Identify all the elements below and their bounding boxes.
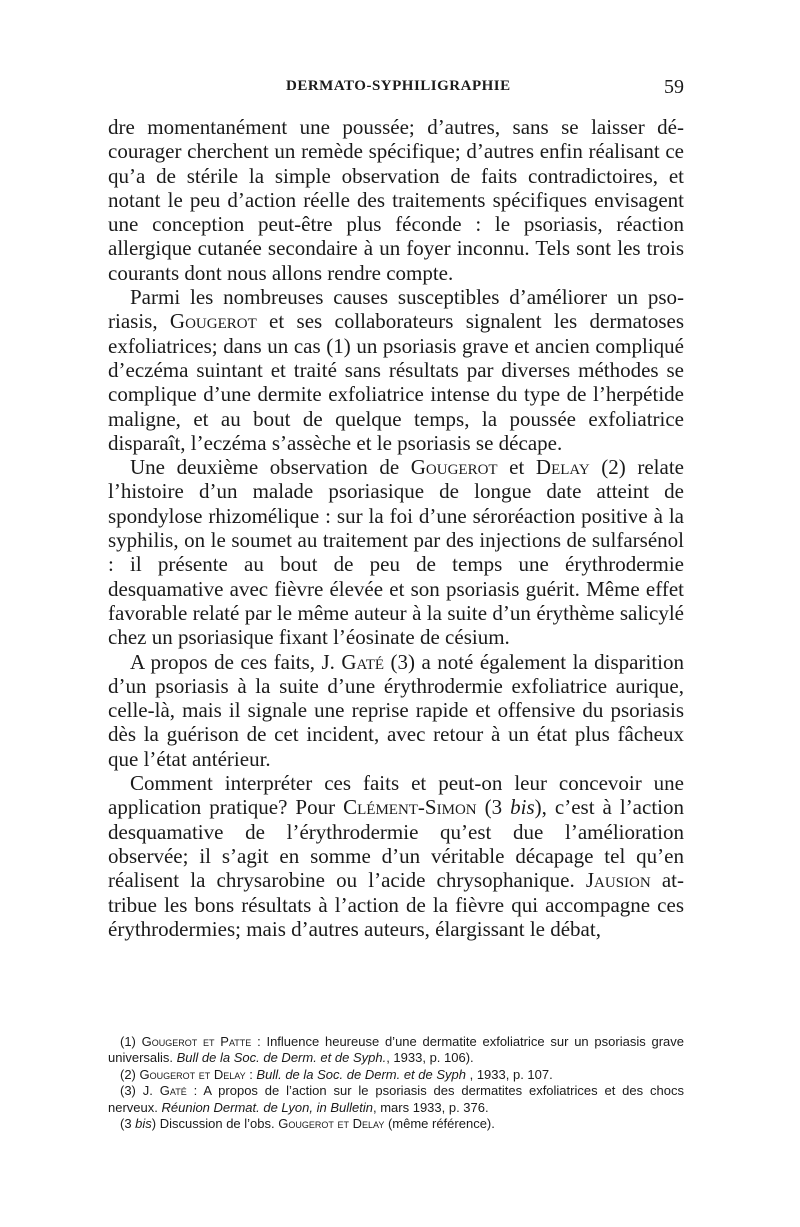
fn2-sep: : bbox=[245, 1066, 257, 1082]
author-name-jausion: Jausion bbox=[585, 868, 651, 893]
fn4-number: (3 bbox=[120, 1116, 136, 1132]
fn1-authors: Gougerot et Patte bbox=[141, 1034, 252, 1049]
author-name-gougerot: Gougerot bbox=[410, 455, 498, 480]
fn2-number: (2) bbox=[120, 1066, 140, 1082]
paragraph-1: dre momentanément une poussée; d’autres, sans se laisser décourager cherchent un remède spécifique; d’autres enfin réalisant ce qu’a de stérile la simple observation de faits contradictoires, et notant le peu d’action réelle des traitements spécifiques envisagent une conception peut-être plus féconde : le psoriasis, réaction allergique cutanée secondaire à un foyer inconnu. Tels sont les trois courants dont nous allons rendre compte. bbox=[108, 115, 684, 285]
paragraph-3 bbox=[108, 455, 684, 649]
author-name-clement-simon: Clément-Simon bbox=[343, 795, 477, 820]
paragraph-5 bbox=[108, 771, 684, 941]
running-head bbox=[108, 76, 684, 102]
footnote-1 bbox=[108, 1034, 684, 1067]
page-number: 59 bbox=[664, 76, 684, 98]
footnote-3 bbox=[108, 1083, 684, 1116]
fn4-text: ) Discussion de l’obs. bbox=[151, 1116, 279, 1132]
paragraph-5-text-c: ), c’est à l’action desquamative de l’érythrodermie qu’est due l’amélioration observée; il s’agit en somme d’un véritable décapage tel qu’en réalisent la chrysarobine ou l’acide chrysophanique. bbox=[108, 795, 684, 893]
paragraph-3-text-c: (2) relate l’histoire d’un malade psoriasique de longue date atteint de spondylose rhizomélique : sur la foi d’une séroréaction positive à la syphilis, on le soumet au traitement par des injections de sulfarsénol : il présente au bout de peu de temps une érythrodermie desquamative avec fièvre élevée et son psoriasis guérit. Même effet favorable relaté par le même auteur à la suite d’un érythème salicylé chez un psoriasique fixant l’éosinate de césium. bbox=[108, 455, 684, 650]
author-name-gougerot: Gougerot bbox=[169, 309, 257, 334]
paragraph-3-text-b: et bbox=[497, 455, 536, 480]
paragraph-4-text-a: A propos de ces faits, J. bbox=[130, 649, 342, 674]
paragraph-5-text-a: Comment interpréter ces faits et peut-on leur concevoir une application pratique? Pour bbox=[108, 771, 684, 820]
author-name-gate: Gaté bbox=[341, 649, 385, 674]
fn3-source: Réunion Dermat. de Lyon, in Bulletin bbox=[161, 1099, 373, 1115]
fn2-ref: , 1933, p. 107. bbox=[465, 1066, 553, 1082]
fn2-source: Bull. de la Soc. de Derm. et de Syph bbox=[256, 1066, 466, 1082]
author-name-delay: Delay bbox=[535, 455, 590, 480]
fn3-ref: , mars 1933, p. 376. bbox=[372, 1099, 489, 1115]
paragraph-2-text-a: Parmi les nombreuses causes susceptibles d’améliorer un psoriasis, bbox=[108, 285, 684, 334]
paragraph-5-text-d: attribue les bons résultats à l’action de la fièvre qui accompagne ces érythrodermies; mais d’autres auteurs, élargissant le débat, bbox=[108, 868, 684, 941]
fn4-bis: bis bbox=[135, 1116, 152, 1132]
fn1-source: Bull de la Soc. de Derm. et de Syph. bbox=[176, 1050, 387, 1066]
fn4-ref: (même référence). bbox=[384, 1116, 495, 1132]
paragraph-3-text-a: Une deuxième observation de bbox=[130, 455, 411, 480]
bis-label: bis bbox=[510, 795, 535, 820]
running-title: DERMATO-SYPHILIGRAPHIE bbox=[286, 78, 511, 94]
body-text bbox=[108, 115, 684, 941]
fn1-number: (1) bbox=[120, 1034, 142, 1049]
fn1-title: : Influence heureuse d’une dermatite exfoliatrice sur un psoriasis grave universalis. bbox=[108, 1034, 685, 1066]
paragraph-4 bbox=[108, 650, 684, 771]
fn3-number: (3) J. bbox=[120, 1083, 160, 1099]
fn3-title: : A propos de l’action sur le psoriasis des dermatites exfoliatrices et des chocs nerveux. bbox=[108, 1083, 684, 1115]
paragraph-2 bbox=[108, 285, 684, 455]
fn1-ref: , 1933, p. 106). bbox=[386, 1050, 474, 1066]
fn2-authors: Gougerot et Delay bbox=[139, 1066, 246, 1082]
fn4-authors: Gougerot et Delay bbox=[278, 1116, 385, 1132]
footnote-4 bbox=[108, 1116, 684, 1132]
footnotes bbox=[108, 1034, 684, 1132]
footnote-2 bbox=[108, 1067, 684, 1083]
paragraph-2-text-b: et ses collaborateurs signalent les dermatoses exfoliatrices; dans un cas (1) un psoriasis grave et ancien compliqué d’eczéma suintant et traité sans résultats par diverses méthodes se complique d’une dermite exfoliatrice intense du type de l’herpétide maligne, et au bout de quelque temps, la poussée exfoliatrice disparaît, l’eczéma s’assèche et le psoriasis se décape. bbox=[108, 309, 685, 455]
fn3-author: Gaté bbox=[159, 1083, 187, 1099]
paragraph-4-text-b: (3) a noté également la disparition d’un psoriasis à la suite d’une érythrodermie exfoliatrice aurique, celle-là, mais il signale une reprise rapide et offensive du psoriasis dès la guérison de cet incident, avec retour à un état plus fâcheux que l’état antérieur. bbox=[108, 649, 685, 771]
paragraph-5-text-b: (3 bbox=[476, 795, 511, 820]
